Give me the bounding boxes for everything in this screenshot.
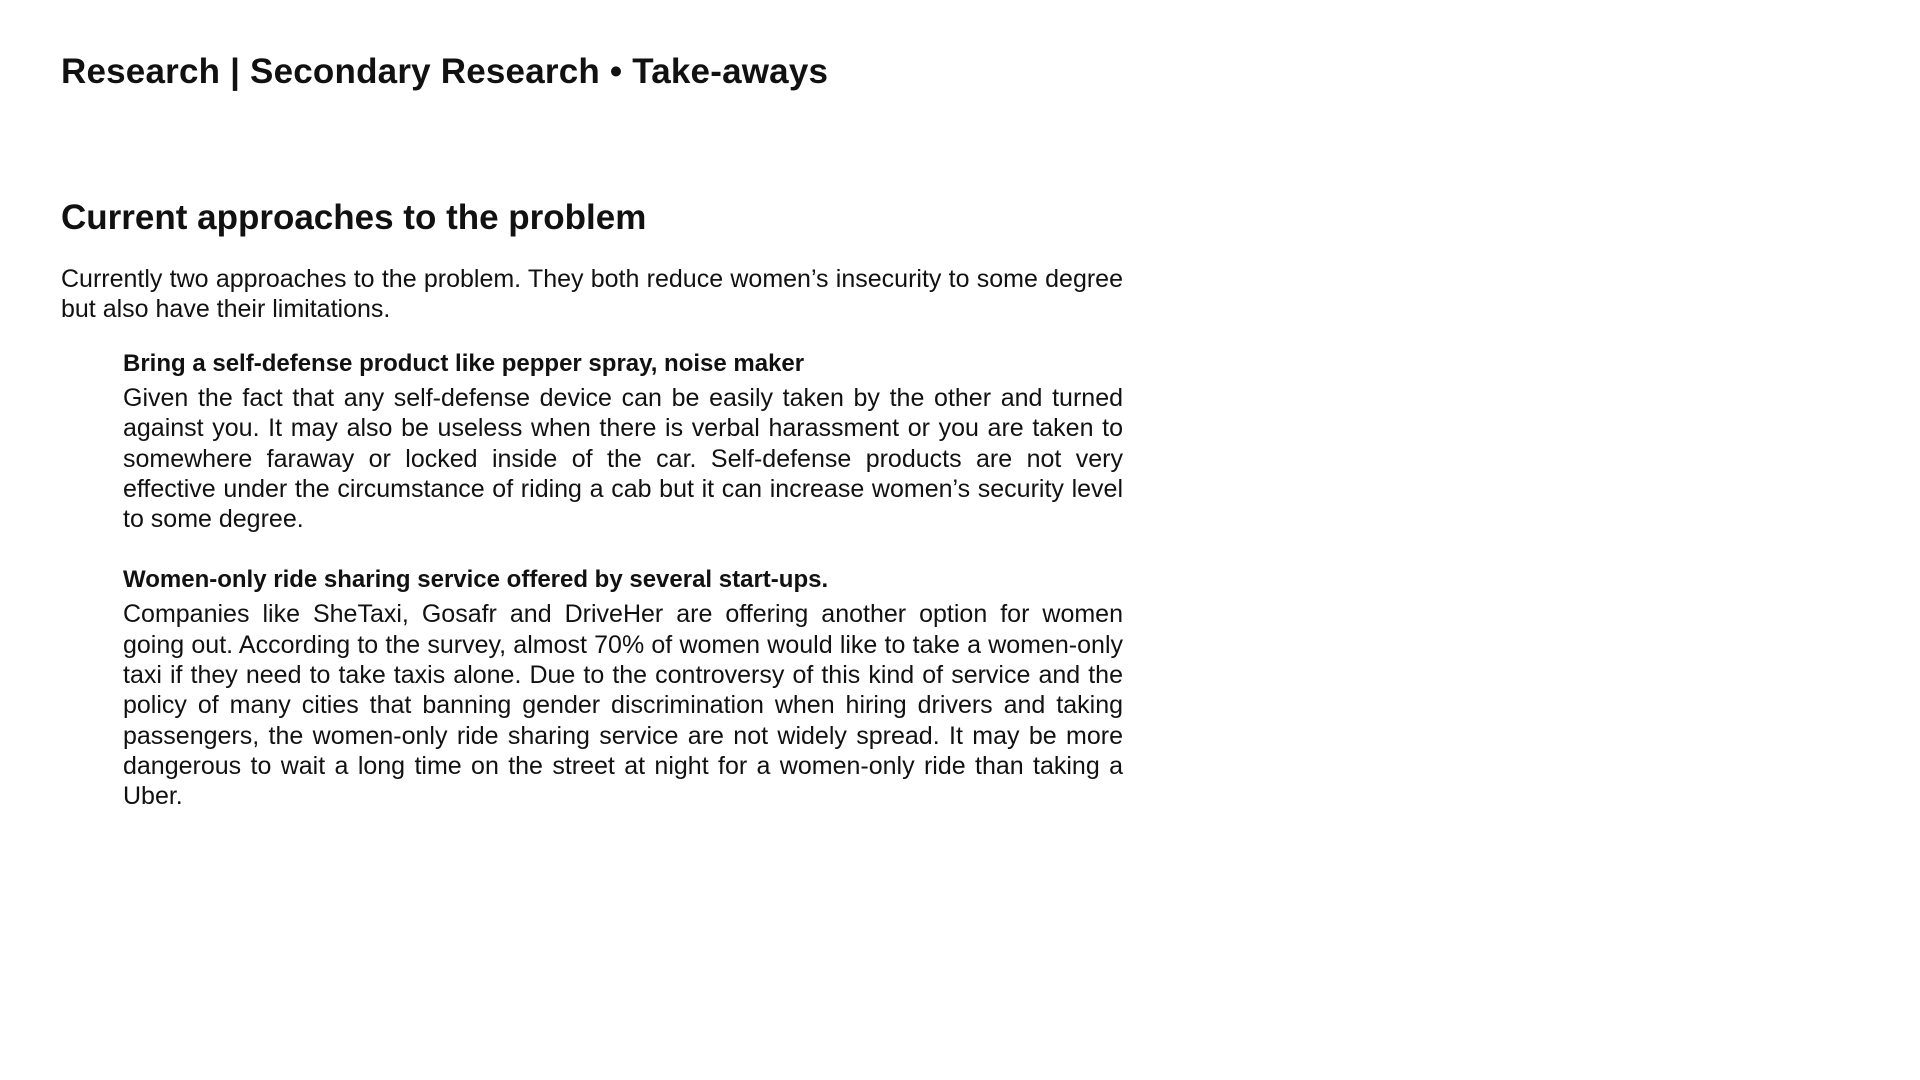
approaches-section	[61, 196, 1123, 842]
approach-item-women-only-ride	[123, 564, 1123, 811]
approaches-list	[123, 348, 1123, 812]
intro-paragraph: Currently two approaches to the problem. They both reduce women’s insecurity to some degree but also have their limitations.	[61, 265, 1123, 323]
page-header-title: Research | Secondary Research • Take-aways	[61, 52, 829, 91]
approach-title: Bring a self-defense product like pepper spray, noise maker	[123, 350, 805, 377]
section-title: Current approaches to the problem	[61, 198, 647, 237]
approach-body: Given the fact that any self-defense device can be easily taken by the other and turned against you. It may also be useless when there is verbal harassment or you are taken to somewhere faraway or locked inside of the car. Self-defense products are not very effective under the circumstance of riding a cab but it can increase women’s security level to some degree.	[123, 384, 1123, 534]
approach-item-self-defense	[123, 348, 1123, 534]
approach-title: Women-only ride sharing service offered by several start-ups.	[123, 566, 829, 594]
approach-body: Companies like SheTaxi, Gosafr and DriveHer are offering another option for women going out. According to the survey, almost 70% of women would like to take a women-only taxi if they need to take taxis alone. Due to the controversy of this kind of service and the policy of many cities that banning gender discrimination when hiring drivers and taking passengers, the women-only ride sharing service are not widely spread. It may be more dangerous to wait a long time on the street at night for a women-only ride than taking a Uber.	[123, 600, 1123, 811]
